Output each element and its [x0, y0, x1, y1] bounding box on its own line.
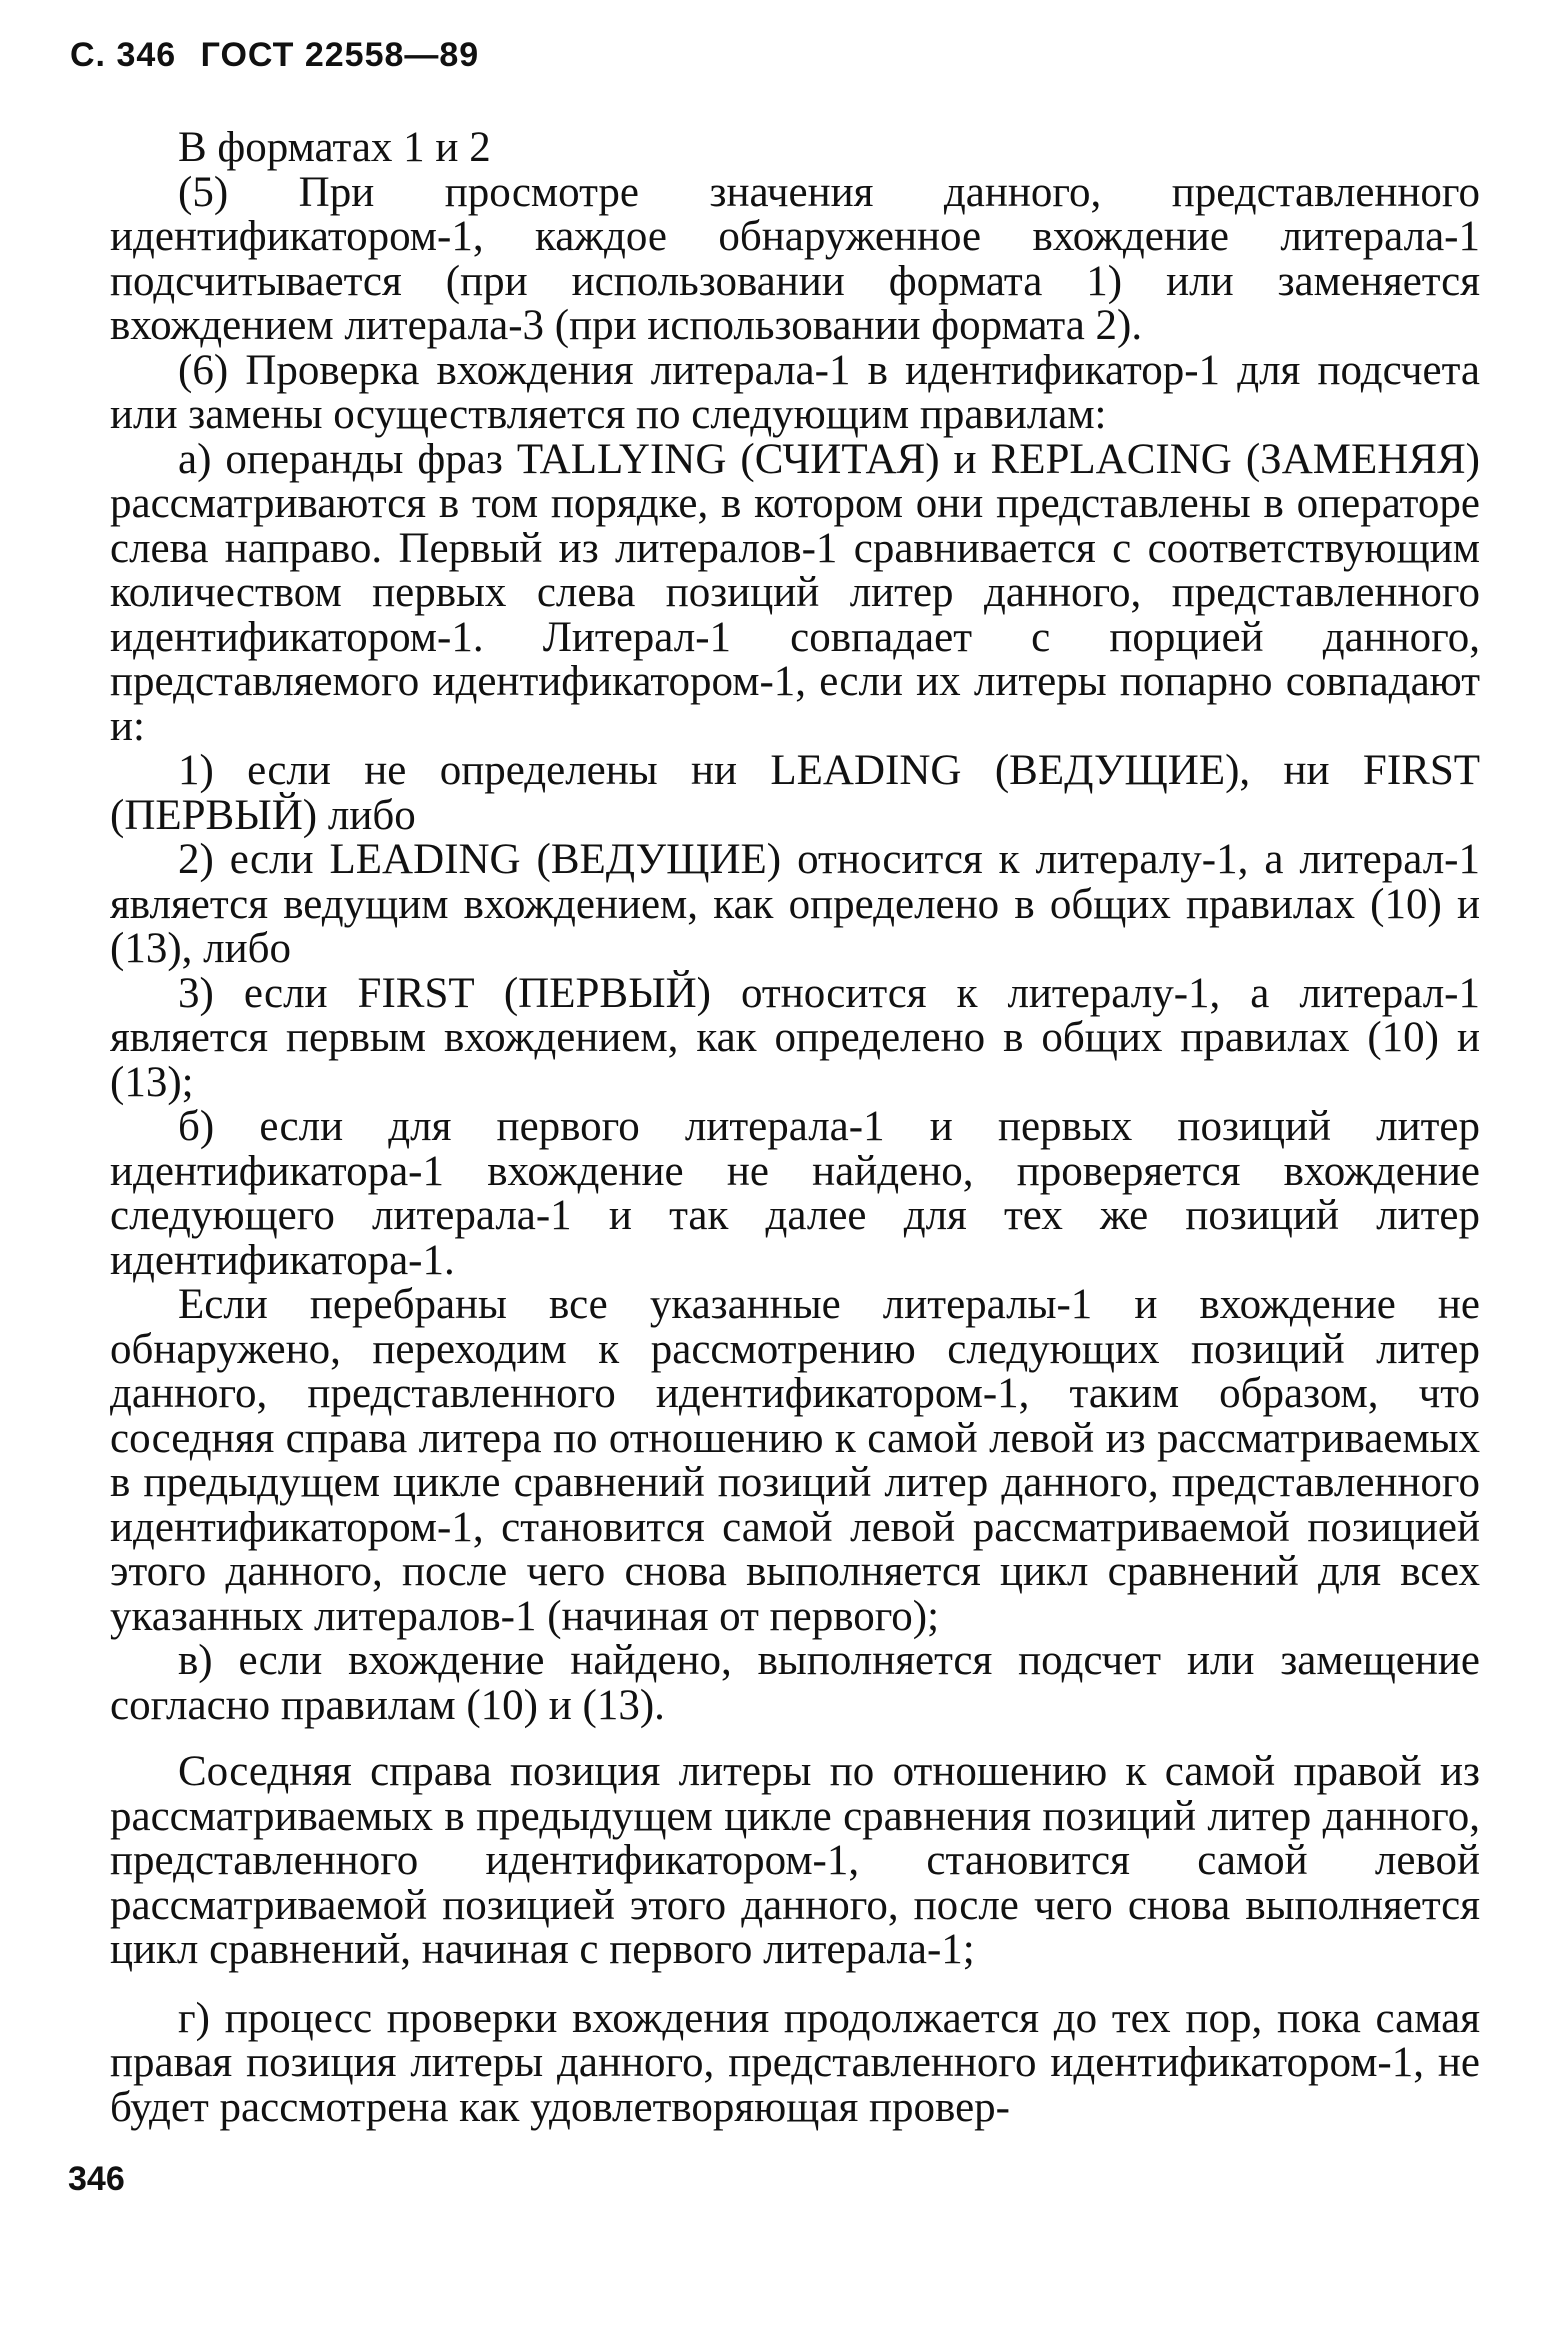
- paragraph-subitem-1: 1) если не определены ни LEADING (ВЕДУЩИЕ), ни FIRST (ПЕРВЫЙ) либо: [110, 747, 1480, 839]
- paragraph-subitem-3: 3) если FIRST (ПЕРВЫЙ) относится к литералу-1, а литерал-1 является первым вхождением, как определено в общих правилах (10) и (13);: [110, 969, 1480, 1106]
- header-page-ref: С. 346: [70, 36, 177, 74]
- paragraph-rule-5: (5) При просмотре значения данного, представленного идентификатором-1, каждое обнаруженное вхождение литерала-1 подсчитывается (при использовании формата 1) или заменяется вхождением литерала-3 (при использовании формата 2).: [110, 168, 1480, 349]
- paragraph-item-v: в) если вхождение найдено, выполняется подсчет или замещение согласно правилам (10) и (13).: [110, 1637, 1480, 1729]
- body-text: [110, 126, 1480, 2130]
- header-standard: ГОСТ 22558—89: [200, 36, 480, 74]
- page-number: 346: [68, 2160, 125, 2198]
- paragraph-formats: В форматах 1 и 2: [178, 124, 491, 171]
- paragraph-item-b: б) если для первого литерала-1 и первых позиций литер идентификатора-1 вхождение не найдено, проверяется вхождение следующего литерала-1 и так далее для тех же позиций литер идентификатора-1.: [110, 1103, 1480, 1284]
- paragraph-rule-6: (6) Проверка вхождения литерала-1 в идентификатор-1 для подсчета или замены осуществляется по следующим правилам:: [110, 346, 1480, 438]
- paragraph-next-position: Соседняя справа позиция литеры по отношению к самой правой из рассматриваемых в предыдущем цикле сравнения позиций литер данного, представленного идентификатором-1, становится самой левой рассматриваемой позицией этого данного, после чего снова выполняется цикл сравнений, начиная с первого литерала-1;: [110, 1748, 1480, 1973]
- paragraph-cycle-continue: Если перебраны все указанные литералы-1 и вхождение не обнаружено, переходим к рассмотрению следующих позиций литер данного, представленного идентификатором-1, таким образом, что соседняя справа литера по отношению к самой левой из рассматриваемых в предыдущем цикле сравнений позиций литер данного, представленного идентификатором-1, становится самой левой рассматриваемой позицией этого данного, после чего снова выполняется цикл сравнений для всех указанных литералов-1 (начиная от первого);: [110, 1281, 1480, 1640]
- running-header: [70, 36, 493, 75]
- paragraph-item-g: г) процесс проверки вхождения продолжается до тех пор, пока самая правая позиция литеры данного, представленного идентификатором-1, не будет рассмотрена как удовлетворяющая провер-: [110, 1994, 1480, 2131]
- paragraph-item-a: а) операнды фраз TALLYING (СЧИТАЯ) и REPLACING (ЗАМЕНЯЯ) рассматриваются в том порядке, в котором они представлены в операторе слева направо. Первый из литералов-1 сравнивается с соответствующим количеством первых слева позиций литер данного, представленного идентификатором-1. Литерал-1 совпадает с порцией данного, представляемого идентификатором-1, если их литеры попарно совпадают и:: [110, 435, 1480, 750]
- paragraph-subitem-2: 2) если LEADING (ВЕДУЩИЕ) относится к литералу-1, а литерал-1 является ведущим вхождением, как определено в общих правилах (10) и (13), либо: [110, 836, 1480, 972]
